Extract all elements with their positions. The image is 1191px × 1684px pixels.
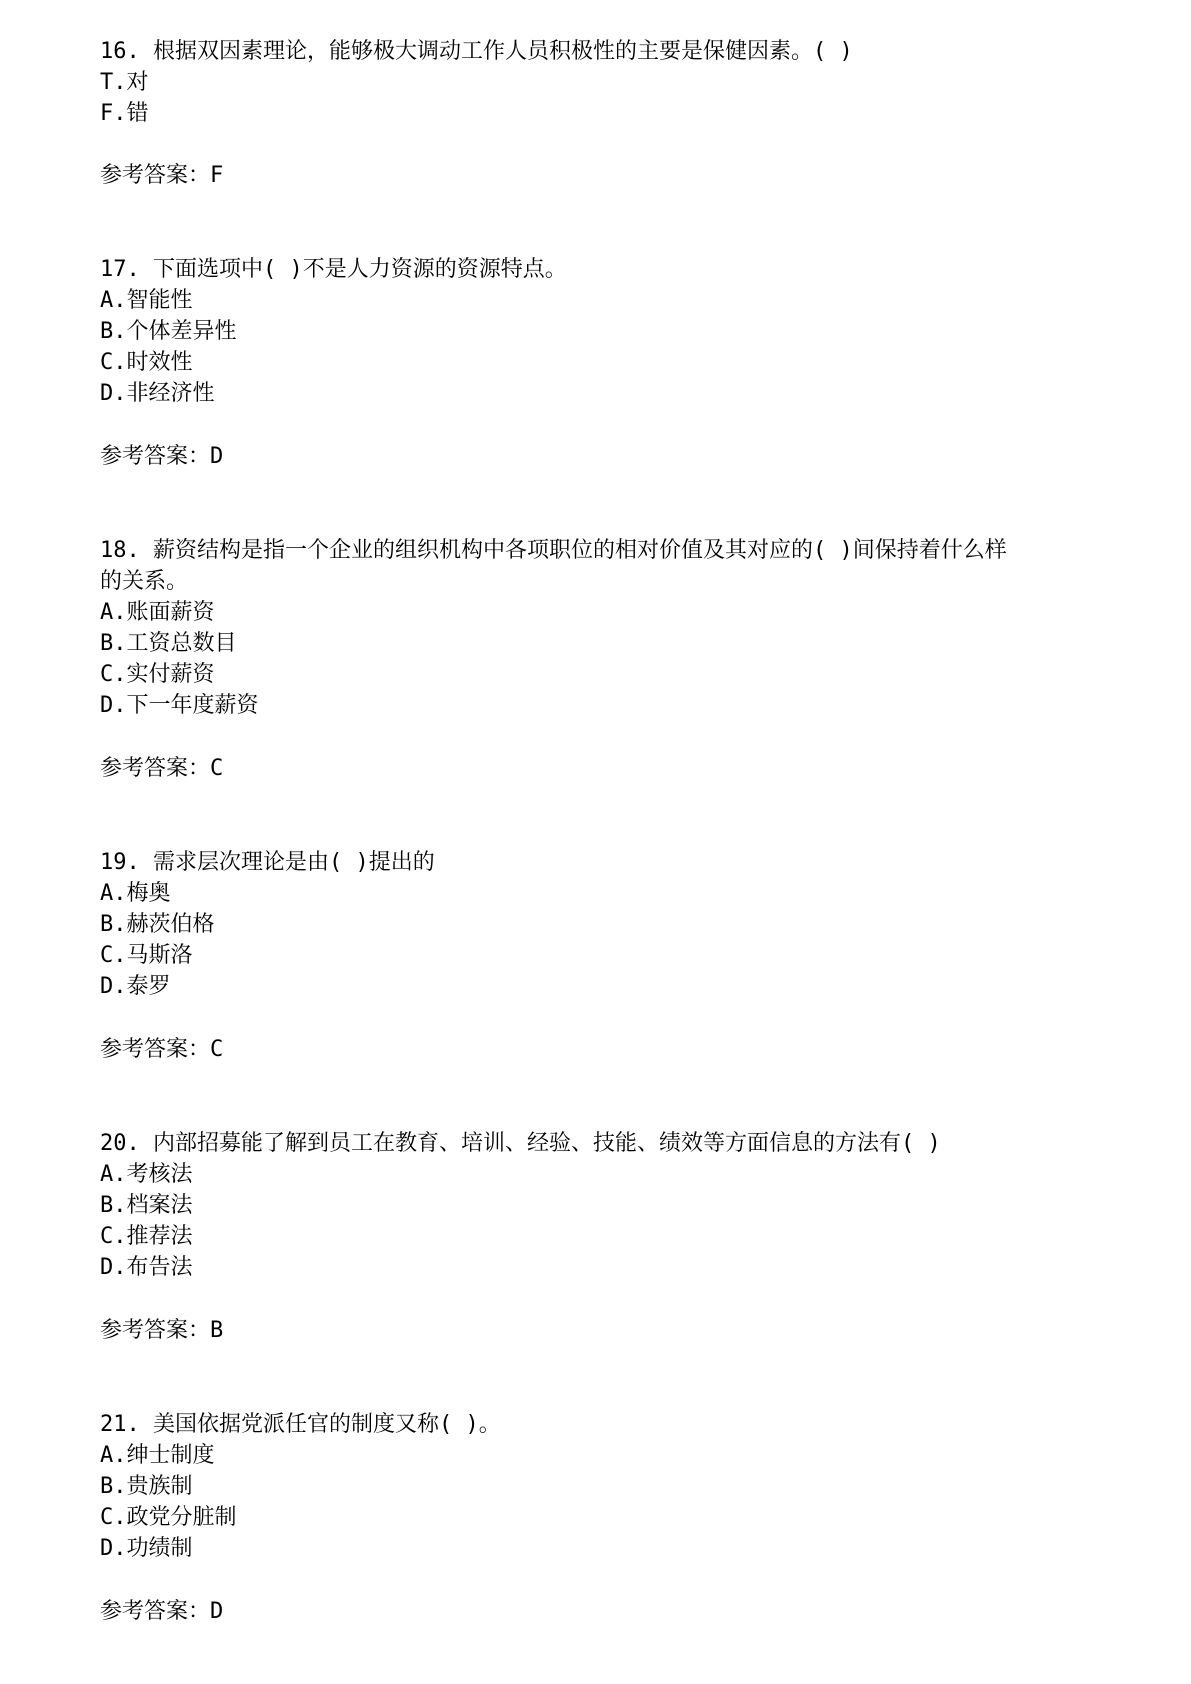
question-20-answer: 参考答案：B bbox=[100, 1318, 224, 1343]
question-21-option-d: D.功绩制 bbox=[100, 1536, 193, 1561]
question-16-option-f: F.错 bbox=[100, 101, 149, 126]
question-20-stem: 20. 内部招募能了解到员工在教育、培训、经验、技能、绩效等方面信息的方法有( ) bbox=[100, 1131, 941, 1156]
question-18-stem-line1: 18. 薪资结构是指一个企业的组织机构中各项职位的相对价值及其对应的( )间保持着什么样 bbox=[100, 538, 1007, 563]
question-16-answer: 参考答案：F bbox=[100, 163, 224, 188]
question-18-option-c: C.实付薪资 bbox=[100, 662, 215, 687]
question-21-option-c: C.政党分脏制 bbox=[100, 1505, 237, 1530]
question-19-option-b: B.赫茨伯格 bbox=[100, 912, 215, 937]
question-18-option-b: B.工资总数目 bbox=[100, 631, 237, 656]
question-19-option-c: C.马斯洛 bbox=[100, 943, 193, 968]
question-20-option-d: D.布告法 bbox=[100, 1255, 193, 1280]
question-21-stem: 21. 美国依据党派任官的制度又称( )。 bbox=[100, 1412, 501, 1437]
question-17-answer: 参考答案：D bbox=[100, 444, 224, 469]
question-19-answer: 参考答案：C bbox=[100, 1037, 224, 1062]
question-20-option-b: B.档案法 bbox=[100, 1193, 193, 1218]
question-20-option-c: C.推荐法 bbox=[100, 1224, 193, 1249]
question-16-stem: 16. 根据双因素理论，能够极大调动工作人员积极性的主要是保健因素。( ) bbox=[100, 39, 853, 64]
question-16-option-t: T.对 bbox=[100, 70, 149, 95]
question-20-option-a: A.考核法 bbox=[100, 1162, 193, 1187]
question-19-stem: 19. 需求层次理论是由( )提出的 bbox=[100, 850, 435, 875]
question-19-option-a: A.梅奥 bbox=[100, 881, 171, 906]
question-18-option-a: A.账面薪资 bbox=[100, 600, 215, 625]
question-17-option-b: B.个体差异性 bbox=[100, 319, 237, 344]
question-17-option-d: D.非经济性 bbox=[100, 381, 215, 406]
question-21-answer: 参考答案：D bbox=[100, 1599, 224, 1624]
question-21-option-a: A.绅士制度 bbox=[100, 1443, 215, 1468]
question-17-stem: 17. 下面选项中( )不是人力资源的资源特点。 bbox=[100, 257, 567, 282]
question-18-stem-line2: 的关系。 bbox=[100, 569, 189, 594]
question-19-option-d: D.泰罗 bbox=[100, 974, 171, 999]
question-17-option-c: C.时效性 bbox=[100, 350, 193, 375]
question-17-option-a: A.智能性 bbox=[100, 288, 193, 313]
question-18-option-d: D.下一年度薪资 bbox=[100, 693, 259, 718]
question-21-option-b: B.贵族制 bbox=[100, 1474, 193, 1499]
question-18-answer: 参考答案：C bbox=[100, 756, 224, 781]
